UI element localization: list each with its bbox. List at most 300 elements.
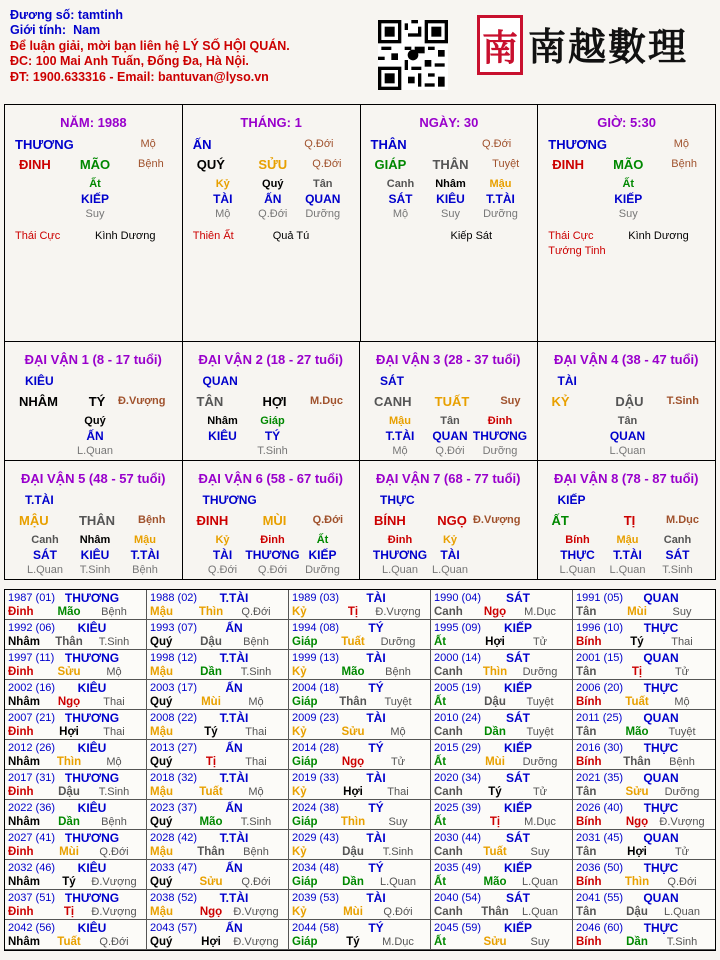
seal-glyph: 南: [481, 26, 518, 69]
year-label: 2002 (16): [8, 682, 56, 694]
year-branch: Mùi: [201, 696, 221, 708]
year-cell: [573, 590, 715, 620]
dai-van-can: CANH: [374, 394, 412, 409]
year-branch: Tuất: [57, 936, 81, 948]
dai-van-hidden-stage: L.Quan: [381, 563, 419, 576]
year-cell: [147, 920, 289, 950]
year-cell: [147, 710, 289, 740]
year-label: 1998 (12): [150, 652, 198, 664]
year-branch: Thìn: [340, 816, 366, 828]
year-branch: Hợi: [343, 786, 363, 798]
year-stem: Giáp: [292, 816, 318, 828]
year-branch: Mùi: [627, 606, 647, 618]
year-cell: [573, 920, 715, 950]
year-god: TÝ: [368, 681, 384, 695]
dai-van-title: ĐẠI VẬN 5 (48 - 57 tuổi): [21, 470, 166, 486]
year-label: 2043 (57): [150, 922, 198, 934]
year-branch: Dần: [484, 726, 506, 738]
pillar-chi: MÃO: [79, 157, 111, 172]
year-stem: Bính: [576, 636, 602, 648]
dai-van-can-god: THỰC: [380, 492, 415, 507]
pillar-can-stage: Q.Đới: [304, 138, 334, 150]
year-god: ẤN: [225, 681, 243, 695]
year-god: KIẾP: [503, 621, 532, 635]
dai-van-hidden-god: TÀI: [212, 547, 233, 562]
year-pillar: [576, 696, 706, 708]
pillar-title: NGÀY: 30: [419, 115, 479, 130]
year-pillar: [576, 636, 706, 648]
year-cell: [289, 680, 431, 710]
pillar-3: [361, 105, 539, 341]
year-branch: Ngọ: [625, 816, 649, 828]
year-cell: [289, 710, 431, 740]
year-stem: Đinh: [8, 666, 34, 678]
year-stage: Thai: [245, 756, 267, 768]
dai-van-hidden-god: TÝ: [264, 429, 281, 443]
dai-van-chi: NGỌ: [437, 512, 467, 528]
pillar-hidden-stem: Nhâm: [435, 178, 466, 190]
dai-van-can: NHÂM: [19, 394, 58, 409]
pillar-can-god: THÂN: [370, 137, 407, 152]
year-pillar: [150, 876, 280, 888]
year-cell: [289, 890, 431, 920]
year-stem: Giáp: [292, 936, 318, 948]
year-stage: Q.Đới: [667, 876, 697, 888]
year-branch: Tị: [63, 906, 75, 918]
year-stem: Quý: [150, 876, 173, 888]
dai-van-hidden-stem: Kỷ: [442, 533, 458, 546]
year-cell: [147, 890, 289, 920]
pillar-chi-stage: Q.Đới: [312, 158, 342, 170]
dai-van-can-god: KIẾP: [557, 492, 586, 507]
dai-van-hidden-stage: Bệnh: [132, 563, 158, 576]
dai-van-hidden-god: T.TÀI: [613, 547, 642, 562]
year-branch: Thân: [197, 846, 225, 858]
pillar-hidden-god: T.TÀI: [486, 192, 515, 206]
year-branch: Mão: [57, 606, 81, 618]
dai-van-chi: HỢI: [262, 394, 287, 409]
year-stem: Nhâm: [8, 936, 40, 948]
year-cell: [573, 650, 715, 680]
year-label: 2005 (19): [434, 682, 482, 694]
year-stage: Bệnh: [101, 606, 127, 618]
year-god: TÀI: [366, 771, 386, 785]
year-god: TÝ: [368, 621, 384, 635]
pillar-star: Thái Cực: [548, 230, 594, 242]
dai-van-stage: M.Dục: [666, 513, 699, 526]
dai-van-can-god: TÀI: [557, 374, 577, 388]
year-stage: Đ.Vượng: [375, 606, 421, 618]
year-label: 2016 (30): [576, 742, 624, 754]
year-cell: [573, 620, 715, 650]
year-label: 2031 (45): [576, 832, 624, 844]
year-label: 1993 (07): [150, 622, 198, 634]
pillar-star: Thiên Ất: [192, 230, 234, 242]
pillar-4: [538, 105, 715, 341]
year-stage: Thai: [103, 726, 125, 738]
year-pillar: [8, 666, 138, 678]
contact-address: ĐC: 100 Mai Anh Tuấn, Đống Đa, Hà Nội.: [10, 54, 249, 69]
pillar-star: Quả Tú: [272, 230, 310, 242]
pillar-hidden-stage: Suy: [85, 208, 105, 220]
pillar-hidden-stage: Q.Đới: [258, 208, 288, 220]
pillar-hidden-stem: Mậu: [489, 178, 512, 190]
year-god: THỰC: [643, 621, 679, 635]
year-pillar: [434, 816, 564, 828]
year-cell: [431, 590, 573, 620]
year-branch: Tị: [347, 606, 359, 618]
year-god: KIÊU: [77, 921, 107, 935]
pillar-2: [183, 105, 361, 341]
dai-van-7: [360, 461, 538, 580]
pillar-hidden-stem: Canh: [386, 178, 415, 190]
year-god: T.TÀI: [219, 891, 249, 905]
year-stage: Tuyệt: [668, 726, 696, 738]
year-stage: Dưỡng: [664, 786, 700, 798]
year-god: THƯƠNG: [64, 711, 120, 725]
dai-van-hidden-stem: Tân: [617, 415, 638, 427]
dai-van-3: [360, 342, 538, 461]
dai-van-can: MẬU: [19, 512, 49, 528]
year-cell: [431, 800, 573, 830]
year-pillar: [150, 696, 280, 708]
year-god: KIÊU: [77, 621, 107, 635]
pillar-hidden-god: SÁT: [388, 192, 413, 206]
year-branch: Thân: [339, 696, 367, 708]
year-god: KIẾP: [503, 681, 532, 695]
pillar-hidden-god: ẤN: [264, 192, 282, 206]
header-info: [10, 8, 370, 85]
pillar-can-stage: Mộ: [673, 138, 689, 150]
year-pillar: [576, 936, 706, 948]
year-pillar: [292, 756, 422, 768]
year-stage: Bệnh: [243, 846, 269, 858]
year-branch: Tý: [204, 726, 218, 738]
dai-van-hidden-god: QUAN: [432, 429, 468, 443]
year-god: THƯƠNG: [64, 831, 120, 845]
year-cell: [5, 710, 147, 740]
pillar-chi-stage: Bệnh: [138, 158, 164, 170]
year-label: 2027 (41): [8, 832, 56, 844]
year-god: KIẾP: [503, 921, 532, 935]
year-cell: [289, 770, 431, 800]
year-pillar: [292, 726, 422, 738]
year-label: 2020 (34): [434, 772, 482, 784]
year-stage: L.Quan: [663, 906, 701, 918]
pillar-can-stage: Q.Đới: [482, 138, 512, 150]
year-branch: Hợi: [485, 636, 505, 648]
year-stem: Tân: [576, 846, 597, 858]
dai-van-hidden-god: THƯƠNG: [472, 429, 528, 443]
year-stem: Tân: [576, 906, 597, 918]
year-god: T.TÀI: [219, 651, 249, 665]
year-god: TÀI: [366, 711, 386, 725]
year-god: T.TÀI: [219, 711, 249, 725]
year-god: QUAN: [643, 651, 679, 665]
year-label: 2028 (42): [150, 832, 198, 844]
year-stage: Dưỡng: [522, 666, 558, 678]
year-stem: Nhâm: [8, 816, 40, 828]
year-pillar: [8, 606, 138, 618]
year-stem: Kỷ: [292, 726, 307, 738]
year-branch: Mão: [199, 816, 223, 828]
year-label: 2035 (49): [434, 862, 482, 874]
year-cell: [289, 620, 431, 650]
year-stem: Ất: [434, 636, 447, 648]
year-pillar: [434, 846, 564, 858]
year-branch: Thìn: [198, 606, 224, 618]
year-label: 2001 (15): [576, 652, 624, 664]
year-label: 2044 (58): [292, 922, 340, 934]
year-cell: [573, 710, 715, 740]
year-label: 2015 (29): [434, 742, 482, 754]
year-stem: Mậu: [150, 906, 173, 918]
year-stem: Bính: [576, 756, 602, 768]
year-stage: Suy: [672, 606, 692, 618]
year-stem: Bính: [576, 936, 602, 948]
year-pillar: [292, 606, 422, 618]
year-branch: Hợi: [59, 726, 79, 738]
year-stem: Đinh: [8, 846, 34, 858]
year-god: TÝ: [368, 921, 384, 935]
year-pillar: [576, 816, 706, 828]
dai-van-hidden-stem: Kỷ: [215, 533, 230, 546]
year-stem: Mậu: [150, 606, 173, 618]
year-god: TÀI: [366, 651, 386, 665]
year-label: 2030 (44): [434, 832, 482, 844]
year-pillar: [434, 606, 564, 618]
year-stem: Giáp: [292, 696, 318, 708]
year-cell: [431, 860, 573, 890]
year-stem: Tân: [576, 726, 597, 738]
pillar-hidden-stage: Suy: [618, 208, 638, 220]
year-label: 2038 (52): [150, 892, 198, 904]
year-stem: Bính: [576, 876, 602, 888]
year-cell: [573, 860, 715, 890]
dai-van-hidden-stem: Canh: [663, 533, 692, 546]
pillar-chi: MÃO: [613, 157, 644, 172]
year-stem: Quý: [150, 696, 173, 708]
year-label: 1990 (04): [434, 592, 482, 604]
dai-van-hidden-stage: L.Quan: [609, 445, 646, 457]
year-cell: [147, 650, 289, 680]
dai-van-stage: M.Dục: [310, 395, 343, 407]
year-pillar: [150, 606, 280, 618]
year-branch: Tị: [489, 816, 501, 828]
year-god: TÀI: [366, 831, 386, 845]
dai-van-title: ĐẠI VẬN 6 (58 - 67 tuổi): [198, 470, 343, 486]
year-god: THỰC: [643, 921, 679, 935]
dai-van-chi: TỊ: [623, 512, 636, 528]
year-pillar: [434, 696, 564, 708]
year-stage: Thai: [245, 726, 267, 738]
dai-van-hidden-stem: Đinh: [260, 533, 285, 546]
year-stage: Tử: [674, 846, 690, 858]
year-branch: Tị: [205, 756, 217, 768]
pillar-hidden-stage: Dưỡng: [305, 208, 341, 220]
year-stem: Kỷ: [292, 786, 307, 798]
year-cell: [5, 860, 147, 890]
year-pillar: [8, 786, 138, 798]
pillar-hidden-stage: Mộ: [392, 208, 409, 220]
year-pillar: [292, 936, 422, 948]
year-cell: [5, 920, 147, 950]
dai-van-can: ĐINH: [196, 512, 229, 528]
year-cell: [573, 800, 715, 830]
dai-van-hidden-god: THƯƠNG: [372, 547, 428, 562]
year-cell: [147, 800, 289, 830]
qr-code-icon: [378, 20, 448, 90]
year-stage: Bệnh: [101, 816, 127, 828]
year-pillar: [8, 726, 138, 738]
year-stem: Quý: [150, 936, 173, 948]
dai-van-table: [4, 342, 716, 580]
year-cell: [289, 830, 431, 860]
year-stem: Nhâm: [8, 636, 40, 648]
year-branch: Thìn: [482, 666, 508, 678]
year-pillar: [576, 786, 706, 798]
year-stage: T.Sinh: [666, 936, 698, 948]
year-stage: Đ.Vượng: [659, 816, 705, 828]
year-label: 2032 (46): [8, 862, 56, 874]
year-label: 2018 (32): [150, 772, 198, 784]
year-pillar: [434, 786, 564, 798]
year-cell: [431, 920, 573, 950]
pillar-can: ĐINH: [552, 157, 585, 172]
dai-van-title: ĐẠI VẬN 8 (78 - 87 tuổi): [554, 470, 699, 486]
year-stem: Canh: [434, 846, 463, 858]
year-god: KIÊU: [77, 801, 107, 815]
year-pillar: [150, 636, 280, 648]
year-branch: Mão: [483, 876, 507, 888]
year-cell: [147, 860, 289, 890]
year-pillar: [292, 786, 422, 798]
dai-van-chi: MÙI: [262, 512, 287, 528]
year-cell: [5, 680, 147, 710]
year-label: 1991 (05): [576, 592, 624, 604]
year-label: 1995 (09): [434, 622, 482, 634]
year-cell: [5, 620, 147, 650]
dai-van-hidden-stage: L.Quan: [26, 563, 64, 576]
year-stage: Q.Đới: [383, 906, 413, 918]
year-branch: Hợi: [627, 846, 647, 858]
year-pillar: [576, 666, 706, 678]
year-pillar: [434, 906, 564, 918]
year-stem: Ất: [434, 756, 447, 768]
year-stem: Ất: [434, 816, 447, 828]
year-stage: Suy: [530, 936, 550, 948]
pillar-can-god: THƯƠNG: [548, 137, 607, 152]
year-label: 2039 (53): [292, 892, 340, 904]
year-pillar: [150, 726, 280, 738]
dai-van-hidden-stage: L.Quan: [76, 445, 114, 457]
year-stage: Đ.Vượng: [233, 906, 279, 918]
year-cell: [431, 710, 573, 740]
year-pillar: [434, 636, 564, 648]
pillar-star: Thái Cực: [15, 230, 61, 242]
year-label: 2037 (51): [8, 892, 56, 904]
year-label: 2012 (26): [8, 742, 56, 754]
year-stage: Bệnh: [385, 666, 411, 678]
year-god: TÀI: [366, 891, 386, 905]
pillar-can-god: THƯƠNG: [15, 137, 74, 152]
dai-van-hidden-stage: L.Quan: [609, 563, 646, 576]
brand-seal: [477, 15, 523, 75]
year-label: 2019 (33): [292, 772, 340, 784]
pillar-star: Kình Dương: [628, 230, 689, 242]
year-god: THƯƠNG: [64, 771, 120, 785]
dai-van-hidden-stage: Dưỡng: [305, 563, 340, 576]
year-cell: [5, 770, 147, 800]
year-god: SÁT: [506, 651, 530, 665]
year-branch: Dậu: [626, 906, 648, 918]
year-stage: Tử: [390, 756, 406, 768]
pillar-title: NĂM: 1988: [60, 115, 127, 130]
year-god: SÁT: [506, 831, 530, 845]
year-branch: Sửu: [199, 876, 223, 888]
dai-van-title: ĐẠI VẬN 2 (18 - 27 tuổi): [198, 352, 343, 367]
year-cell: [431, 620, 573, 650]
owner-name: Đương số: tamtinh: [10, 8, 124, 22]
year-branch: Dần: [200, 666, 222, 678]
dai-van-hidden-stage: T.Sinh: [257, 445, 288, 457]
year-pillar: [150, 666, 280, 678]
year-pillar: [150, 756, 280, 768]
year-branch: Sửu: [57, 666, 81, 678]
year-pillar: [292, 876, 422, 888]
dai-van-hidden-stem: Mậu: [616, 533, 639, 546]
year-cell: [5, 740, 147, 770]
pillar-hidden-god: QUAN: [305, 192, 341, 206]
year-pillar: [434, 666, 564, 678]
dai-van-can-god: QUAN: [202, 374, 238, 388]
year-god: TÝ: [368, 801, 384, 815]
pillar-1: [5, 105, 183, 341]
dai-van-chi: DẬU: [615, 394, 644, 409]
year-branch: Mùi: [343, 906, 363, 918]
year-branch: Dần: [58, 816, 80, 828]
dai-van-6: [183, 461, 361, 580]
year-pillar: [292, 816, 422, 828]
year-label: 2007 (21): [8, 712, 56, 724]
year-stage: Tuyệt: [526, 696, 554, 708]
year-label: 2033 (47): [150, 862, 198, 874]
year-pillar: [8, 846, 138, 858]
year-label: 1996 (10): [576, 622, 624, 634]
pillar-hidden-stem: Ất: [622, 178, 635, 190]
year-stage: M.Dục: [524, 606, 556, 618]
year-stem: Tân: [576, 666, 597, 678]
year-god: SÁT: [506, 591, 530, 605]
pillar-chi: SỬU: [258, 157, 288, 172]
year-stage: T.Sinh: [240, 666, 272, 678]
dai-van-2: [183, 342, 361, 461]
year-stage: Q.Đới: [241, 606, 271, 618]
year-label: 2003 (17): [150, 682, 198, 694]
year-label: 2041 (55): [576, 892, 624, 904]
year-god: QUAN: [643, 591, 679, 605]
year-pillar: [434, 936, 564, 948]
year-god: QUAN: [643, 831, 679, 845]
year-pillar: [8, 756, 138, 768]
brand-logo-text: 南越數理: [528, 24, 689, 69]
year-branch: Tuất: [199, 786, 223, 798]
dai-van-hidden-stem: Mậu: [389, 415, 411, 427]
year-pillar: [434, 876, 564, 888]
year-label: 1999 (13): [292, 652, 340, 664]
pillar-chi-stage: Tuyệt: [492, 158, 520, 170]
year-stem: Ất: [434, 936, 447, 948]
